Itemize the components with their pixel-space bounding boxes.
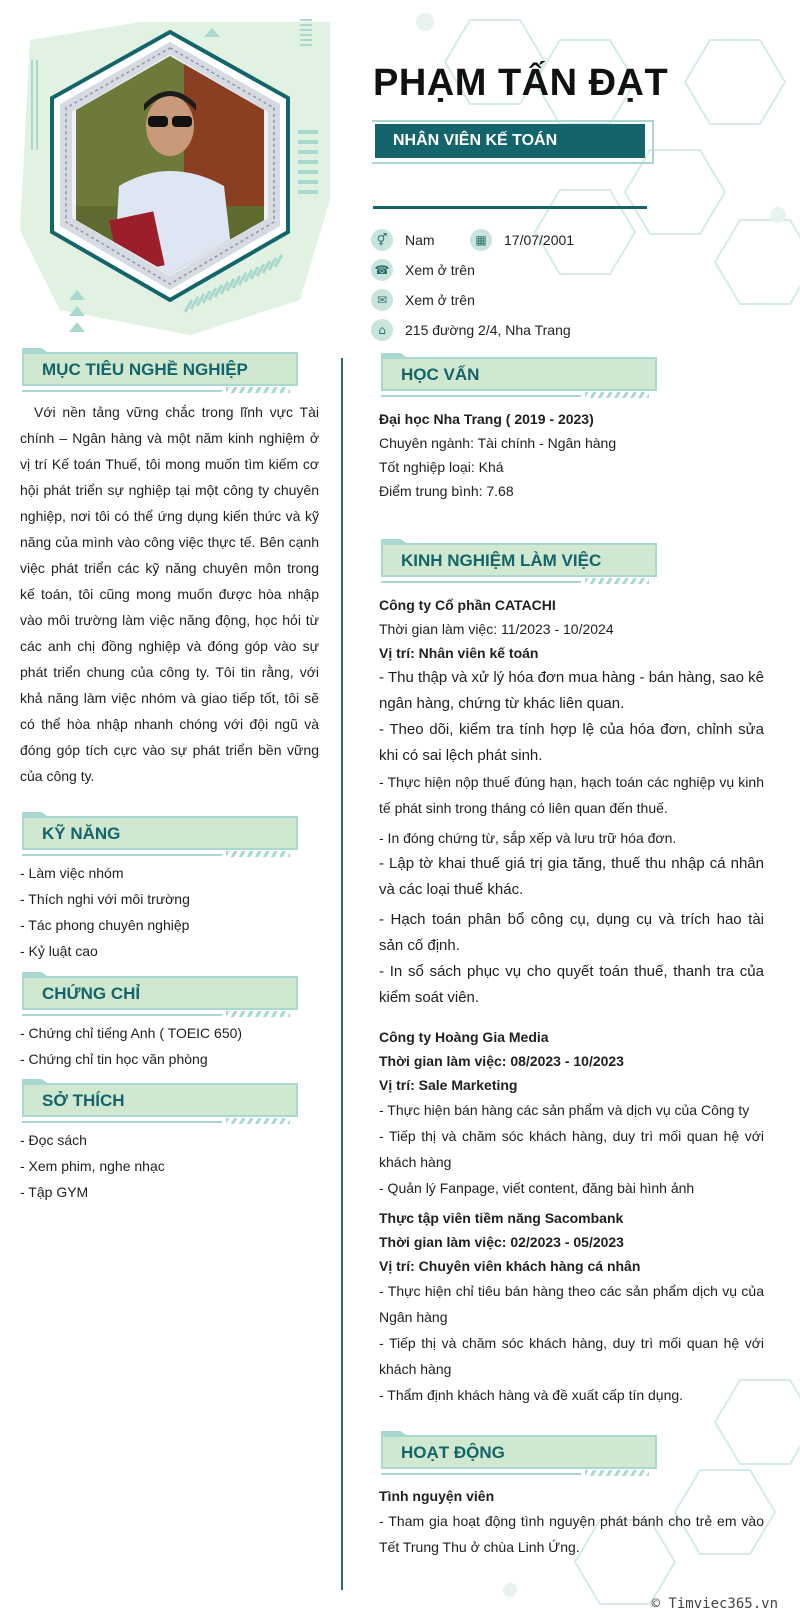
experience-heading xyxy=(381,543,657,577)
education-heading xyxy=(381,357,657,391)
hobbies-list xyxy=(20,1127,165,1205)
job-company: Thực tập viên tiềm năng Sacombank xyxy=(379,1210,624,1226)
job-time: Thời gian làm việc: 11/2023 - 10/2024 xyxy=(379,621,614,637)
contact-email xyxy=(371,289,475,311)
education-rank: Tốt nghiệp loại: Khá xyxy=(379,459,504,475)
job-duty: - Thẩm định khách hàng và đề xuất cấp tín dụng. xyxy=(379,1387,684,1403)
education-gpa: Điểm trung bình: 7.68 xyxy=(379,483,514,499)
job-duty: - Lập tờ khai thuế giá trị gia tăng, thuế thu nhập cá nhân và các loại thuế khác. xyxy=(379,855,764,898)
skills-title: KỸ NĂNG xyxy=(42,824,121,843)
hobbies-title: SỞ THÍCH xyxy=(42,1091,125,1110)
education-title: HỌC VẤN xyxy=(401,365,480,384)
list-item: - Chứng chỉ tiếng Anh ( TOEIC 650) xyxy=(20,1025,243,1041)
email-icon: ✉ xyxy=(371,289,393,311)
job-title: NHÂN VIÊN KẾ TOÁN xyxy=(375,124,645,158)
contact-dob xyxy=(470,229,574,251)
hobbies-heading xyxy=(22,1083,298,1117)
calendar-icon: ▦ xyxy=(470,229,492,251)
skills-heading xyxy=(22,816,298,850)
activities-block xyxy=(379,1484,764,1560)
job-company: Công ty Cổ phần CATACHI xyxy=(379,597,556,613)
column-divider xyxy=(341,358,343,1590)
gender-icon: ⚥ xyxy=(371,229,393,251)
objective-text: Với nền tảng vững chắc trong lĩnh vực Tài chính – Ngân hàng và một năm kinh nghiệm ở vị trí Kế toán Thuế, tôi mong muốn tìm kiếm cơ hội phát triển sự nghiệp tại một công ty chuyên nghiệp, nơi tôi có thể ứng dụng kiến thức và kỹ năng của mình vào công việc thực tế. Bên cạnh việc phát triển các kỹ năng chuyên môn trong kế toán, tôi cũng mong muốn được hòa nhập vào môi trường làm việc năng động, học hỏi từ các anh chị đồng nghiệp và đóng góp vào sự phát triển chung của công ty. Tôi tin rằng, với khả năng làm việc nhóm và giao tiếp tốt, tôi sẽ có thể hòa nhập nhanh chóng với đội ngũ và đóng góp tích cực vào sự phát triển bền vững của công ty. xyxy=(20,404,319,784)
job-duty: - Thực hiện chỉ tiêu bán hàng theo các sản phẩm dịch vụ của Ngân hàng xyxy=(379,1283,764,1325)
candidate-name: PHẠM TẤN ĐẠT xyxy=(373,62,669,104)
experience-job-3 xyxy=(379,1206,764,1408)
certificates-list xyxy=(20,1020,242,1072)
address-value: 215 đường 2/4, Nha Trang xyxy=(405,322,571,338)
list-item: - Thích nghi với môi trường xyxy=(20,891,190,907)
job-duty: - Tiếp thị và chăm sóc khách hàng, duy trì mối quan hệ với khách hàng xyxy=(379,1335,764,1377)
job-duty: - Quản lý Fanpage, viết content, đăng bài hình ảnh xyxy=(379,1180,695,1196)
contact-address xyxy=(371,319,571,341)
list-item: - Tác phong chuyên nghiệp xyxy=(20,917,190,933)
header-divider xyxy=(373,206,647,209)
objective-title: MỤC TIÊU NGHỀ NGHIỆP xyxy=(42,360,248,379)
footer-watermark: © Timviec365.vn xyxy=(651,1596,778,1612)
activity-role: Tình nguyện viên xyxy=(379,1488,495,1504)
job-duty: - Hạch toán phân bổ công cụ, dụng cụ và trích hao tài sản cố định. xyxy=(379,911,764,954)
avatar-photo xyxy=(74,56,266,274)
job-duty: - In đóng chứng từ, sắp xếp và lưu trữ hóa đơn. xyxy=(379,830,677,846)
job-position: Vị trí: Nhân viên kế toán xyxy=(379,645,539,661)
phone-icon: ☎ xyxy=(371,259,393,281)
job-duty: - Thực hiện nộp thuế đúng hạn, hạch toán các nghiệp vụ kinh tế phát sinh trong tháng có liên quan đến thuế. xyxy=(379,774,764,816)
list-item: - Tập GYM xyxy=(20,1184,89,1200)
activities-heading xyxy=(381,1435,657,1469)
job-position: Vị trí: Sale Marketing xyxy=(379,1077,518,1093)
activities-title: HOẠT ĐỘNG xyxy=(401,1443,505,1462)
education-major: Chuyên ngành: Tài chính - Ngân hàng xyxy=(379,435,617,451)
job-duty: - Thực hiện bán hàng các sản phẩm và dịch vụ của Công ty xyxy=(379,1102,750,1118)
job-duty: - In sổ sách phục vụ cho quyết toán thuế, thanh tra của kiểm soát viên. xyxy=(379,963,764,1006)
objective-heading xyxy=(22,352,298,386)
list-item: - Kỷ luật cao xyxy=(20,943,98,959)
job-time: Thời gian làm việc: 08/2023 - 10/2023 xyxy=(379,1053,624,1069)
dob-value: 17/07/2001 xyxy=(504,232,575,248)
home-icon: ⌂ xyxy=(371,319,393,341)
certificates-title: CHỨNG CHỈ xyxy=(42,984,141,1003)
contact-gender xyxy=(371,229,435,251)
job-duty: - Theo dõi, kiểm tra tính hợp lệ của hóa đơn, chỉnh sửa khi có sai lệch phát sinh. xyxy=(379,721,764,764)
job-time: Thời gian làm việc: 02/2023 - 05/2023 xyxy=(379,1234,624,1250)
education-school: Đại học Nha Trang ( 2019 - 2023) xyxy=(379,411,594,427)
experience-job-2 xyxy=(379,1025,764,1201)
skills-list xyxy=(20,860,190,964)
list-item: - Xem phim, nghe nhạc xyxy=(20,1158,165,1174)
job-duty: - Thu thập và xử lý hóa đơn mua hàng - bán hàng, sao kê ngân hàng, chứng từ khác liên quan. xyxy=(379,669,764,712)
job-company: Công ty Hoàng Gia Media xyxy=(379,1029,549,1045)
certificates-heading xyxy=(22,976,298,1010)
experience-title: KINH NGHIỆM LÀM VIỆC xyxy=(401,551,602,570)
experience-job-1 xyxy=(379,593,764,1011)
phone-value: Xem ở trên xyxy=(405,262,475,278)
job-duty: - Tiếp thị và chăm sóc khách hàng, duy trì mối quan hệ với khách hàng xyxy=(379,1128,764,1170)
email-value: Xem ở trên xyxy=(405,292,475,308)
activity-text: - Tham gia hoạt động tình nguyện phát bánh cho trẻ em vào Tết Trung Thu ở chùa Linh Ứng. xyxy=(379,1513,764,1555)
gender-value: Nam xyxy=(405,232,435,248)
list-item: - Làm việc nhóm xyxy=(20,865,124,881)
education-block xyxy=(379,407,764,503)
list-item: - Đọc sách xyxy=(20,1132,87,1148)
job-position: Vị trí: Chuyên viên khách hàng cá nhân xyxy=(379,1258,641,1274)
list-item: - Chứng chỉ tin học văn phòng xyxy=(20,1051,208,1067)
contact-phone xyxy=(371,259,475,281)
